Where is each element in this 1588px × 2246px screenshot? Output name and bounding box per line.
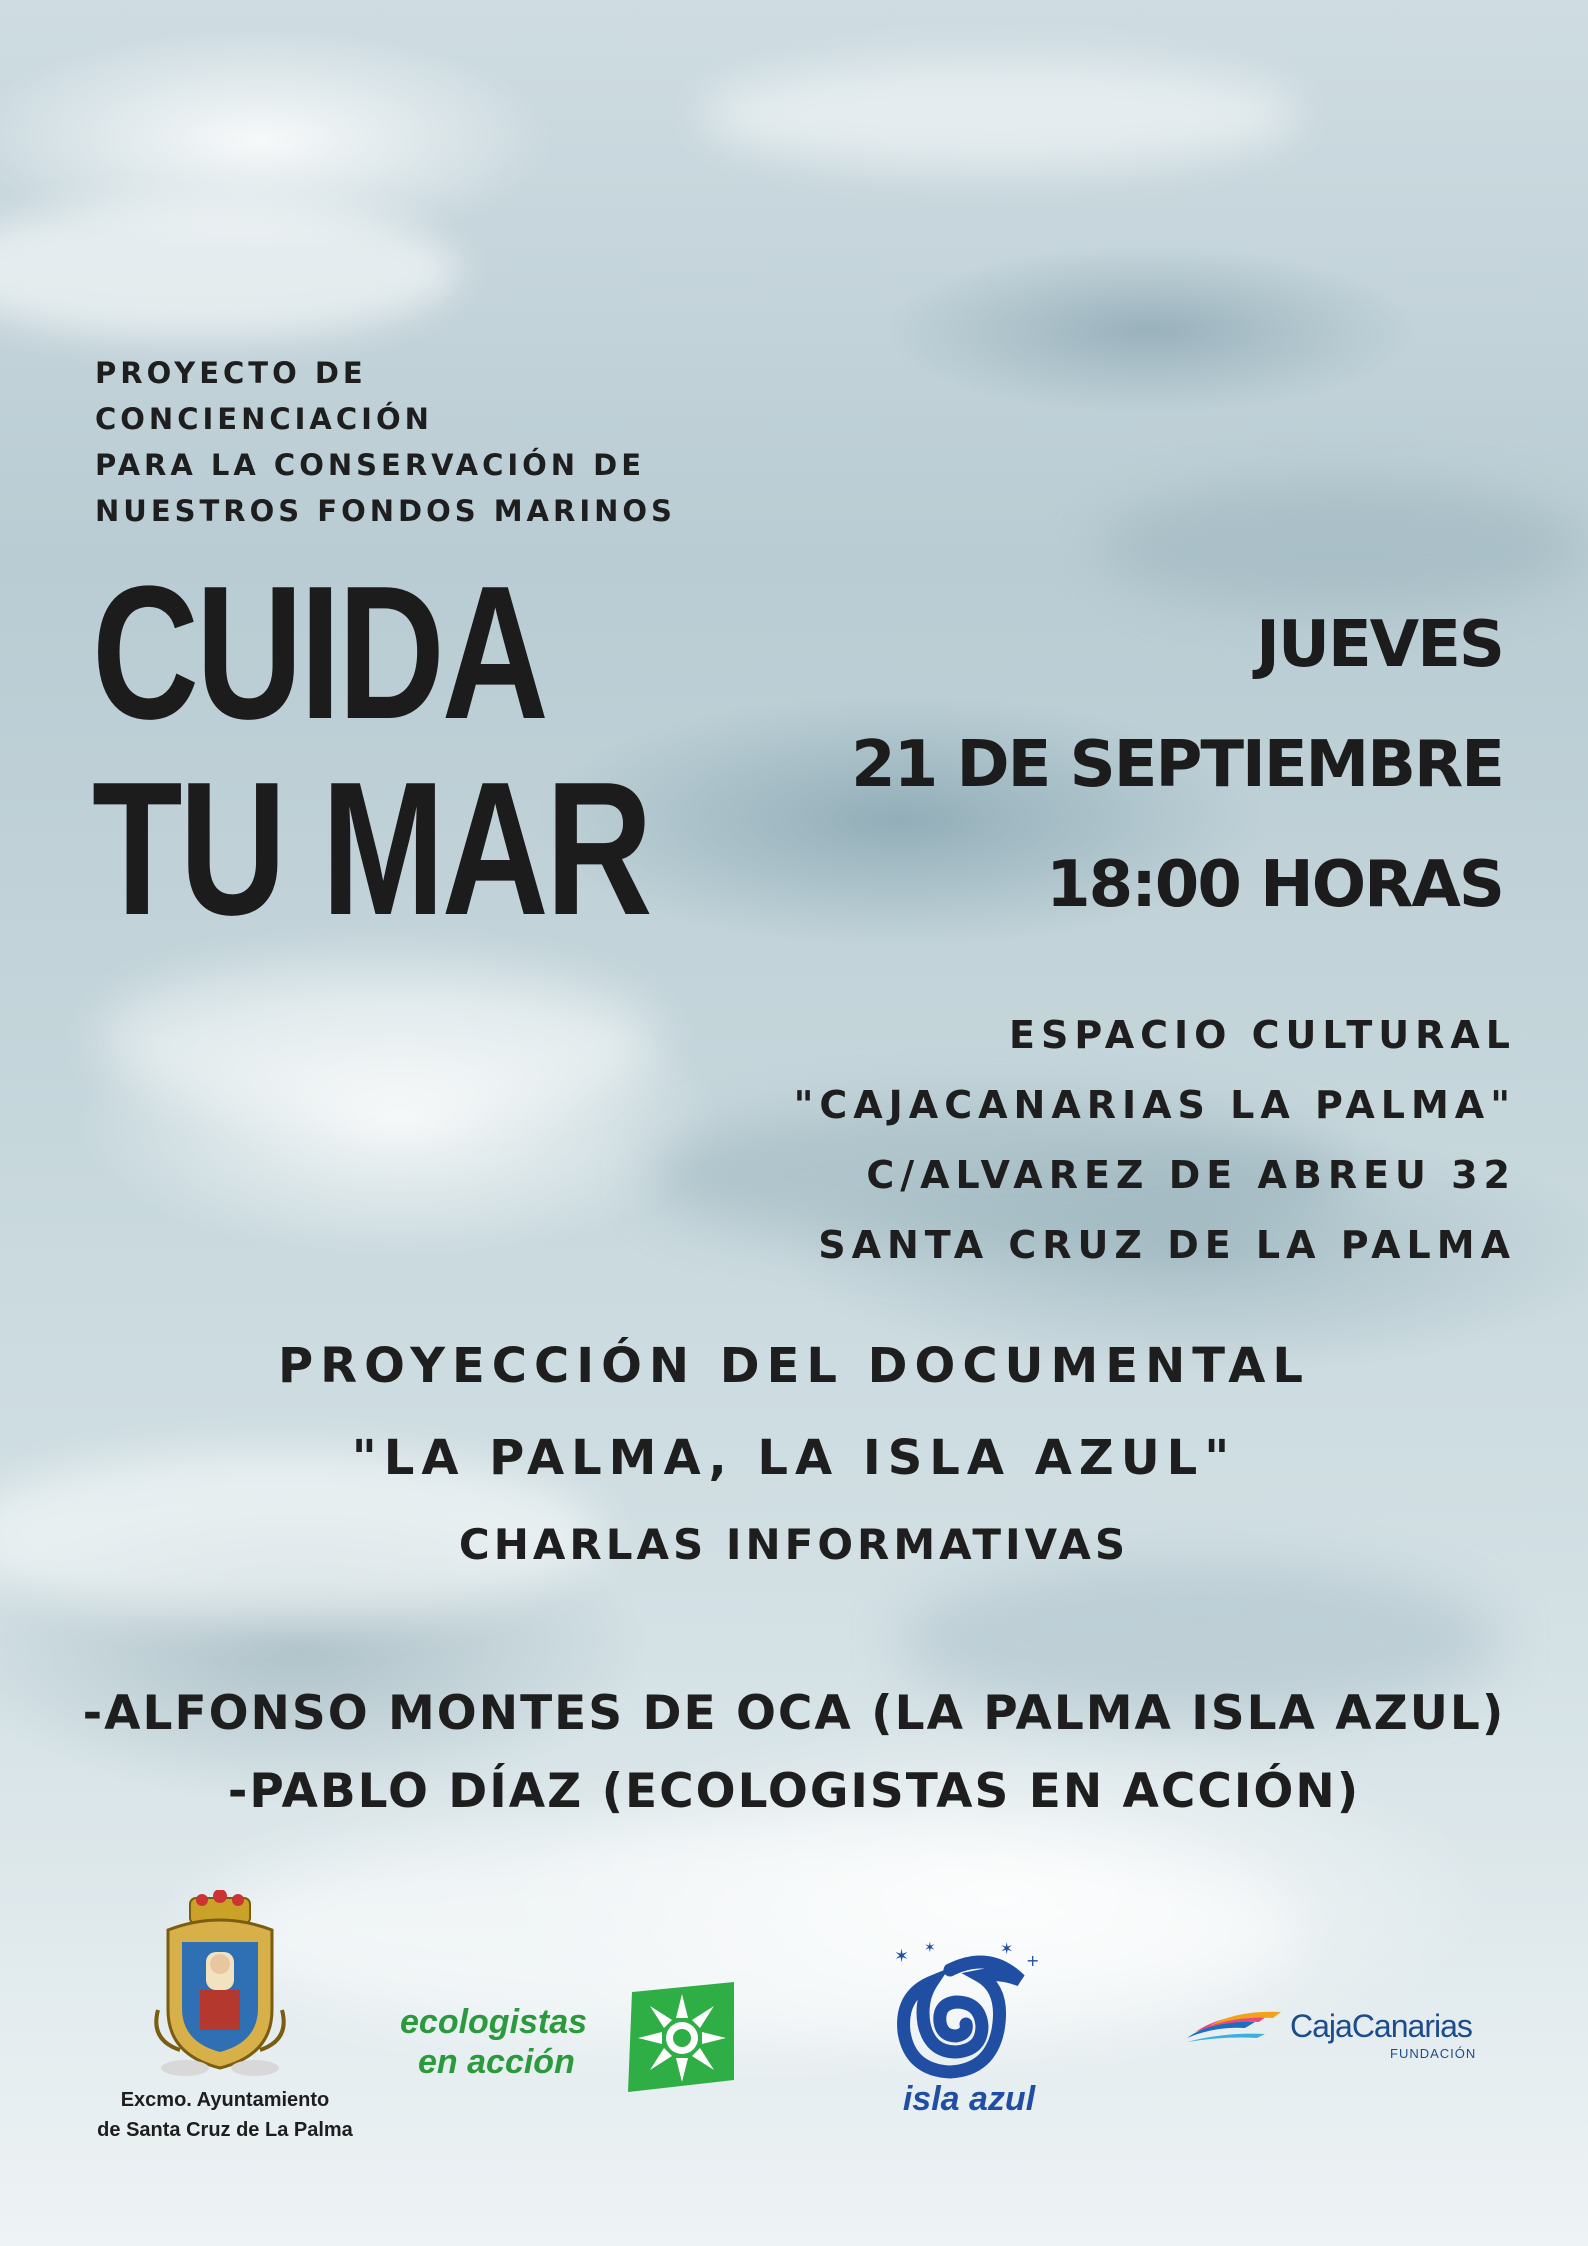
ecologistas-logo — [400, 1980, 740, 2100]
isla-azul-logo — [880, 1940, 1050, 2130]
event-time: 18:00 HORAS — [1046, 848, 1503, 922]
ayuntamiento-line: Excmo. Ayuntamiento — [120, 2089, 330, 2111]
speaker-item: -PABLO DÍAZ (ECOLOGISTAS EN ACCIÓN) — [227, 1764, 1361, 1819]
sun-icon — [622, 1980, 740, 2095]
sea-foam-texture — [100, 960, 660, 1120]
venue-line: ESPACIO CULTURAL — [1009, 1013, 1516, 1057]
cajacanarias-logo — [1185, 2008, 1495, 2068]
ayuntamiento-line: de Santa Cruz de La Palma — [97, 2119, 353, 2141]
ecologistas-wordmark — [400, 2002, 587, 2082]
cajacanarias-subtitle: FUNDACIÓN — [1390, 2046, 1477, 2061]
ecologistas-line: en acción — [418, 2043, 575, 2081]
intro-line: CONCIENCIACIÓN — [95, 402, 433, 436]
svg-text:✶: ✶ — [1000, 1940, 1014, 1958]
sponsor-logos — [0, 1890, 1588, 2230]
ayuntamiento-caption — [60, 2085, 390, 2145]
main-title — [92, 547, 650, 955]
documentary-title: "LA PALMA, LA ISLA AZUL" — [351, 1430, 1237, 1486]
dolphin-spiral-icon — [880, 1940, 1050, 2090]
event-day: JUEVES — [1256, 608, 1503, 682]
ecologistas-line: ecologistas — [400, 2003, 588, 2041]
speaker-item: -ALFONSO MONTES DE OCA (LA PALMA ISLA AZUL) — [82, 1686, 1506, 1741]
isla-azul-wordmark: isla azul — [902, 2080, 1036, 2118]
talks-heading: CHARLAS INFORMATIVAS — [458, 1520, 1130, 1569]
title-line: CUIDA — [92, 547, 546, 759]
sea-foam-texture — [0, 200, 460, 340]
cajacanarias-wordmark: CajaCanarias — [1290, 2008, 1472, 2044]
svg-text:✶: ✶ — [894, 1946, 910, 1967]
speakers-list — [0, 1675, 1588, 1831]
intro-line: NUESTROS FONDOS MARINOS — [95, 494, 676, 528]
venue-line: "CAJACANARIAS LA PALMA" — [793, 1083, 1516, 1127]
intro-line: PROYECTO DE — [95, 356, 367, 390]
sea-foam-texture — [700, 60, 1300, 170]
event-datetime — [851, 585, 1503, 945]
venue-line: SANTA CRUZ DE LA PALMA — [818, 1223, 1516, 1267]
title-line: TU MAR — [92, 743, 650, 955]
coat-of-arms-logo — [150, 1890, 290, 2080]
venue-line: C/ALVAREZ DE ABREU 32 — [866, 1153, 1516, 1197]
wave-icon — [1185, 2008, 1285, 2048]
event-date: 21 DE SEPTIEMBRE — [851, 728, 1503, 802]
venue-address — [794, 1000, 1516, 1280]
svg-text:+: + — [1026, 1951, 1040, 1970]
intro-line: PARA LA CONSERVACIÓN DE — [95, 448, 646, 482]
screening-line: PROYECCIÓN DEL DOCUMENTAL — [277, 1338, 1311, 1394]
svg-text:✶: ✶ — [924, 1940, 936, 1956]
documentary-screening — [0, 1320, 1588, 1504]
project-intro — [95, 350, 676, 534]
